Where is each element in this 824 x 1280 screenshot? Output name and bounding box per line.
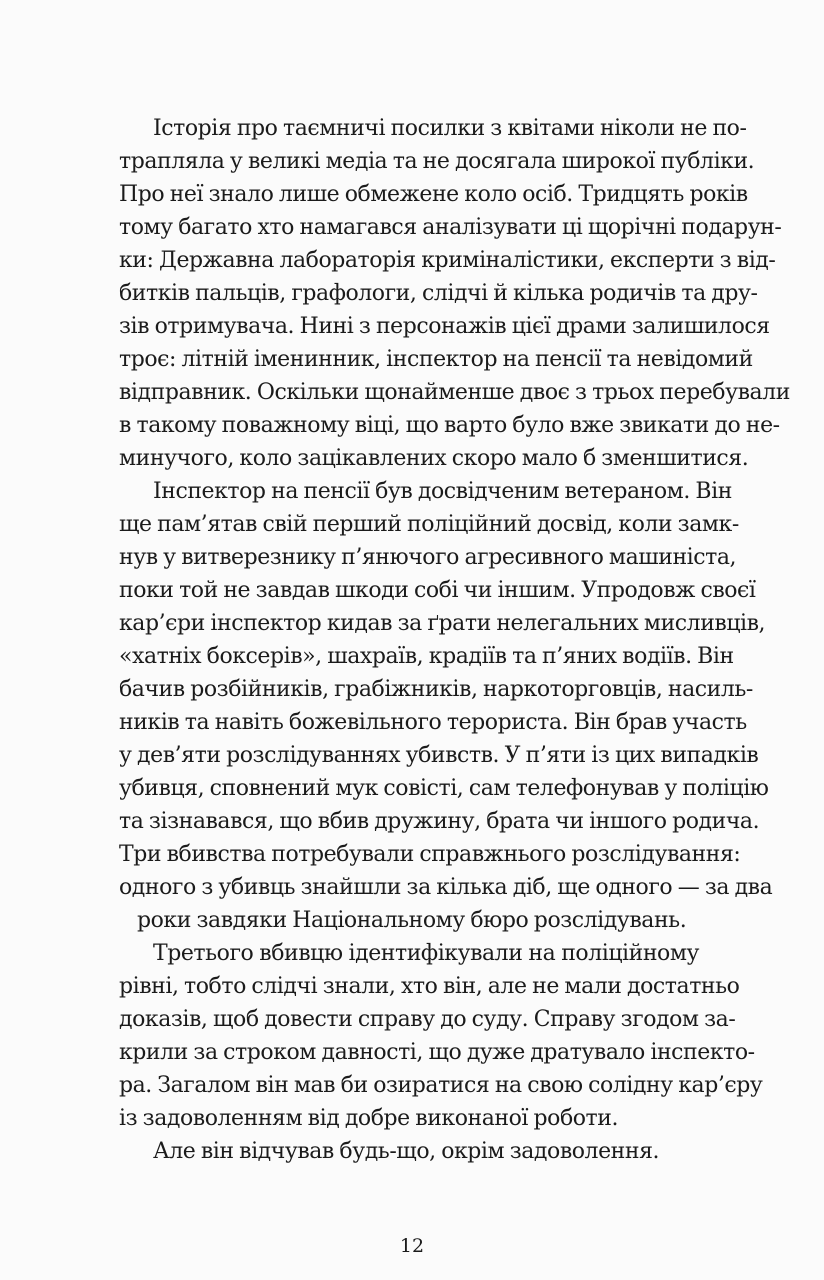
text-line: бачив розбійників, грабіжників, наркоторговців, насиль- <box>119 677 753 702</box>
text-line: кар’єри інспектор кидав за ґрати нелегальних мисливців, <box>119 611 766 636</box>
text-line: роки завдяки Національному бюро розслідувань. <box>137 908 687 933</box>
text-line: троє: літній іменинник, інспектор на пенсії та невідомий <box>119 347 753 372</box>
page-number: 12 <box>399 1235 425 1257</box>
text-line: трапляла у великі медіа та не досягала широкої публіки. <box>119 149 755 174</box>
text-line: нув у витверезнику п’янючого агресивного машиніста, <box>119 545 737 570</box>
text-line: Третього вбивцю ідентифікували на поліційному <box>153 941 699 966</box>
text-line: зів отримувача. Нині з персонажів цієї драми залишилося <box>119 314 770 339</box>
text-line: Історія про таємничі посилки з квітами ніколи не по- <box>153 116 747 141</box>
text-line: тому багато хто намагався аналізувати ці щорічні подарун- <box>119 215 782 240</box>
text-line: доказів, щоб довести справу до суду. Справу згодом за- <box>119 1007 736 1032</box>
text-line: та зізнавався, що вбив дружину, брата чи іншого родича. <box>119 809 760 834</box>
text-line: поки той не завдав шкоди собі чи іншим. Упродовж своєї <box>119 578 756 603</box>
text-line: одного з убивць знайшли за кілька діб, ще одного — за два <box>119 875 773 900</box>
text-line: ра. Загалом він мав би озиратися на свою солідну кар’єру <box>119 1073 763 1098</box>
text-line: рівні, тобто слідчі знали, хто він, але не мали достатньо <box>119 974 740 999</box>
text-line: відправник. Оскільки щонайменше двоє з трьох перебували <box>119 380 790 405</box>
text-line: ки: Державна лабораторія криміналістики, експерти з від- <box>119 248 776 273</box>
text-line: у дев’яти розслідуваннях убивств. У п’яти із цих випадків <box>119 743 759 768</box>
text-line: в такому поважному віці, що варто було вже звикати до не- <box>119 413 780 438</box>
text-line: ників та навіть божевільного терориста. Він брав участь <box>119 710 747 735</box>
text-line: битків пальців, графологи, слідчі й кілька родичів та дру- <box>119 281 758 306</box>
text-line: убивця, сповнений мук совісті, сам телефонував у поліцію <box>119 776 769 801</box>
text-line: «хатніх боксерів», шахраїв, крадіїв та п’яних водіїв. Він <box>119 644 734 669</box>
text-line: із задоволенням від добре виконаної роботи. <box>119 1106 619 1131</box>
text-line: ще пам’ятав свій перший поліційний досвід, коли замк- <box>119 512 739 537</box>
text-line: Інспектор на пенсії був досвідченим ветераном. Він <box>153 479 732 504</box>
text-line: Про неї знало лише обмежене коло осіб. Тридцять років <box>119 182 748 207</box>
text-line: Три вбивства потребували справжнього розслідування: <box>119 842 741 867</box>
text-line: минучого, коло зацікавлених скоро мало б зменшитися. <box>119 446 749 471</box>
text-line: крили за строком давності, що дуже дратувало інспекто- <box>119 1040 755 1065</box>
text-line: Але він відчував будь-що, окрім задоволення. <box>153 1139 660 1164</box>
